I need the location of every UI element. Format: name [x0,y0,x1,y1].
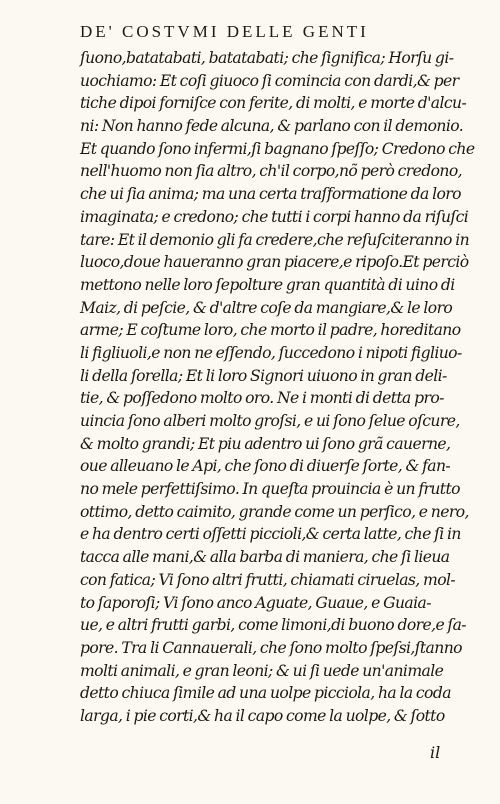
text-line: tiche dipoi forniſce con ferite, di molti, e morte d'alcu- [80,94,467,113]
text-line: li figliuoli,e non ne eſſendo, ſuccedono i nipoti figliuo- [80,343,462,362]
text-line: imaginata; e credono; che tutti i corpi hanno da riſuſci [80,207,469,226]
catchword: il [430,743,441,762]
text-line: pore. Tra li Cannauerali, che ſono molto ſpeſsi,ſtanno [80,638,462,657]
text-line: tacca alle mani,& alla barba di maniera, che ſi lieua [80,548,450,567]
text-line: tare: Et il demonio gli fa credere,che reſuſciteranno in [80,230,470,249]
text-line: ni: Non hanno fede alcuna, & parlano con il demonio. [80,117,464,136]
text-line: detto chiuca ſimile ad una uolpe picciola, ha la coda [80,684,451,703]
text-line: Maiz, di peſcie, & d'altre coſe da mangiare,& le loro [80,298,453,317]
text-line: tie, & poſſedono molto oro. Ne i monti di detta pro- [80,389,444,408]
text-line: oue alleuano le Api, che ſono di diuerſe ſorte, & fan- [80,457,451,476]
text-line: ottimo, detto caimito, grande come un perſico, e nero, [80,502,469,521]
text-line: ſuono,batatabati, batatabati; che ſignifica; Horſu gi- [80,49,454,67]
text-line: mettono nelle loro ſepolture gran quantità di uino di [80,275,455,294]
text-line: luoco,doue haueranno gran piacere,e ripoſo.Et perciò [80,253,469,272]
text-line: & molto grandi; Et piu adentro ui ſono grã cauerne, [80,434,451,453]
running-head: DE' COSTVMI DELLE GENTI [80,22,369,41]
text-line: molti animali, e gran leoni; & ui ſi uede un'animale [80,661,444,680]
text-line: arme; E coſtume loro, che morto il padre, horeditano [80,321,461,340]
text-line: con fatica; Vi ſono altri frutti, chiamati ciruelas, mol- [80,570,456,589]
text-line: ue, e altri frutti garbi, come limoni,di buono dore,e ſa- [80,616,466,635]
text-line: no mele perfettiſsimo. In queſta prouincia è un frutto [80,480,460,499]
text-line: nell'huomo non ſia altro, ch'il corpo,nõ però credono, [80,162,462,181]
text-line: uochiamo: Et coſi giuoco ſi comincia con dardi,& per [80,71,459,90]
text-line: uincia ſono alberi molto groſsi, e ui ſono ſelue oſcure, [80,412,460,430]
text-line: to ſaporoſi; Vi ſono anco Aguate, Guaue, e Guaia- [80,593,431,612]
text-line: e ha dentro certi oſſetti piccioli,& certa latte, che ſi in [80,525,461,544]
text-line: larga, i pie corti,& ha il capo come la uolpe, & ſotto [80,706,445,725]
text-line: che ui ſia anima; ma una certa traſformatione da loro [80,185,461,204]
text-line: li della ſorella; Et li loro Signori uiuono in gran deli- [80,366,447,385]
text-block [80,47,475,728]
text-line: Et quando ſono infermi,ſi bagnano ſpeſſo; Credono che [80,139,475,158]
